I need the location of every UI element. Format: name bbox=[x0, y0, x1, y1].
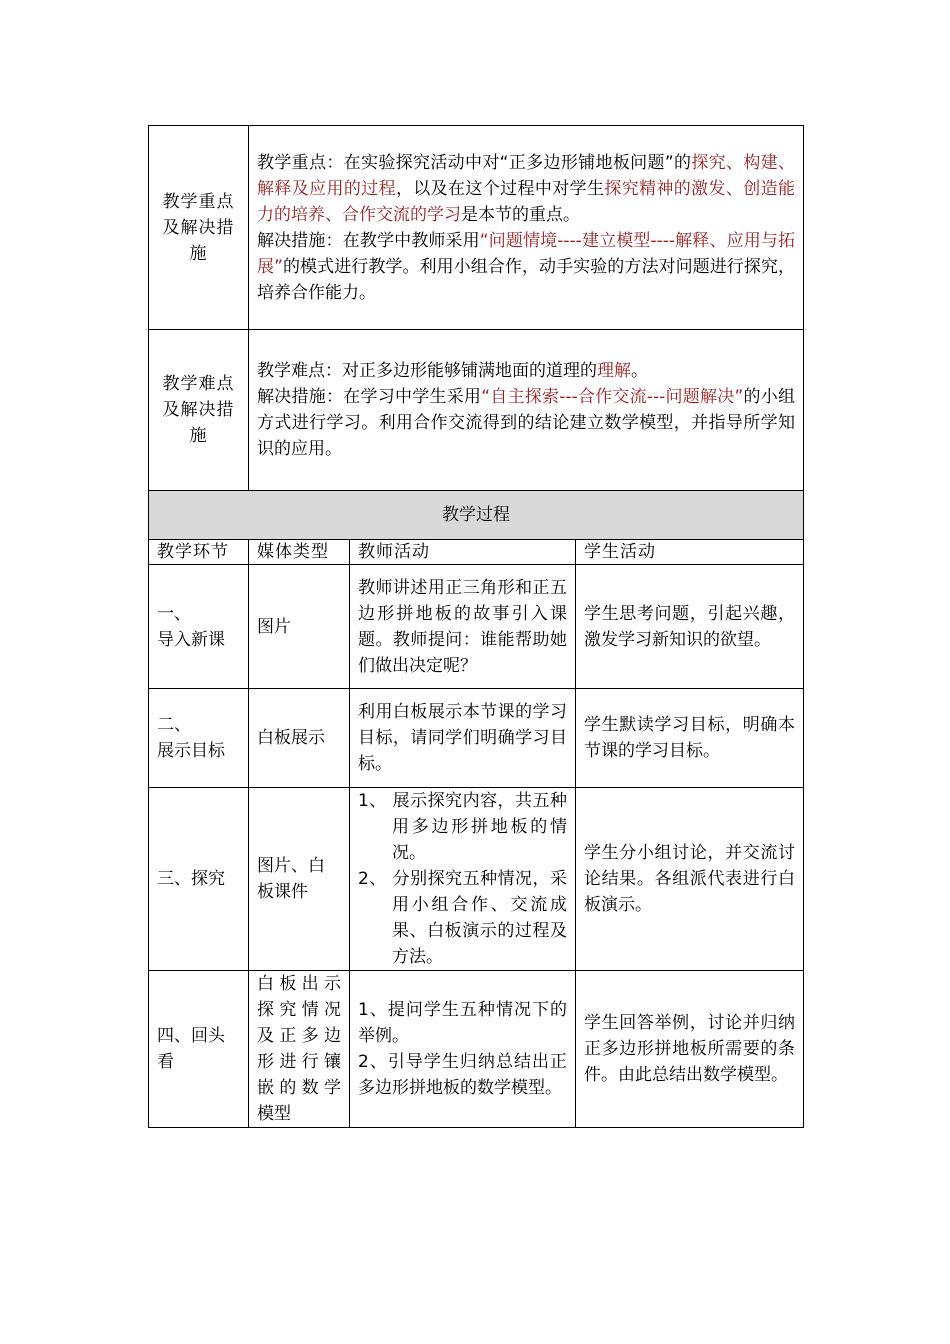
focus-text: 的模式进行教学。利用小组合作，动手实验的方法对问题进行探究，培养合作能力。 bbox=[257, 256, 796, 303]
table-row bbox=[149, 971, 804, 1128]
stage-cell bbox=[149, 971, 249, 1128]
column-header: 媒体类型 bbox=[249, 540, 350, 565]
focus-paragraph-1 bbox=[257, 150, 795, 228]
column-header-row bbox=[149, 540, 804, 565]
difficulty-text: 教学难点：对正多边形能够铺满地面的道理的 bbox=[257, 361, 597, 381]
table-row bbox=[149, 788, 804, 971]
table-row bbox=[149, 689, 804, 788]
focus-row bbox=[149, 126, 804, 330]
focus-text: 是本节的重点。 bbox=[461, 204, 580, 225]
focus-highlight: “问题情境----建立模型----解释、应用与拓展” bbox=[257, 230, 795, 277]
teacher-activity: 教师讲述用正三角形和正五边形拼地板的故事引入课题。教师提问：谁能帮助她们做出决定呢？ bbox=[350, 565, 576, 689]
difficulty-highlight: “自主探索---合作交流---问题解决” bbox=[481, 387, 744, 407]
student-activity: 学生回答举例，讨论并归纳正多边形拼地板所需要的条件。由此总结出数学模型。 bbox=[576, 971, 804, 1128]
process-title: 教学过程 bbox=[149, 491, 804, 540]
difficulty-text: 。 bbox=[631, 361, 648, 381]
media-cell: 白板出示探究情况及正多边形进行镶嵌的数学模型 bbox=[249, 971, 350, 1128]
stage-name: 展示目标 bbox=[157, 741, 225, 761]
process-title-row bbox=[149, 491, 804, 540]
stage-name: 四、回头看 bbox=[157, 1026, 225, 1072]
stage-number: 一、 bbox=[157, 603, 191, 624]
media-cell: 图片、白板课件 bbox=[249, 788, 350, 971]
focus-paragraph-2 bbox=[257, 228, 795, 306]
stage-cell bbox=[149, 565, 249, 689]
table-row bbox=[149, 565, 804, 689]
teacher-activity bbox=[350, 971, 576, 1128]
focus-text: ，以及在这个过程中对学生 bbox=[395, 178, 605, 199]
focus-label: 教学重点及解决措施 bbox=[149, 126, 249, 330]
teacher-activity-item: 1、 展示探究内容，共五种用多边形拼地板的情况。 bbox=[358, 791, 567, 863]
student-activity: 学生思考问题，引起兴趣，激发学习新知识的欲望。 bbox=[576, 565, 804, 689]
stage-cell bbox=[149, 788, 249, 971]
stage-name: 导入新课 bbox=[157, 629, 225, 650]
teacher-activity bbox=[350, 788, 576, 971]
focus-text: 解决措施：在教学中教师采用 bbox=[257, 230, 480, 251]
difficulty-paragraph-1 bbox=[257, 358, 795, 384]
focus-highlight: 探究、构建、解释及应用的过程 bbox=[257, 152, 796, 199]
difficulty-text: 解决措施：在学习中学生采用 bbox=[257, 387, 482, 407]
stage-name: 三、探究 bbox=[157, 869, 225, 889]
difficulty-highlight: 理解 bbox=[597, 361, 631, 381]
media-cell: 白板展示 bbox=[249, 689, 350, 788]
teacher-activity-item: 2、 分别探究五种情况，采用小组合作、交流成果、白板演示的过程及方法。 bbox=[358, 869, 567, 967]
media-cell: 图片 bbox=[249, 565, 350, 689]
focus-content bbox=[249, 126, 804, 330]
teacher-activity-item: 1、提问学生五种情况下的举例。 bbox=[358, 1000, 567, 1046]
teacher-activity-item: 2、引导学生归纳总结出正多边形拼地板的数学模型。 bbox=[358, 1052, 567, 1098]
teacher-activity: 利用白板展示本节课的学习目标，请同学们明确学习目标。 bbox=[350, 689, 576, 788]
difficulty-row bbox=[149, 330, 804, 491]
difficulty-paragraph-2 bbox=[257, 384, 795, 462]
stage-number: 二、 bbox=[157, 715, 191, 735]
difficulty-text: 的小组方式进行学习。利用合作交流得到的结论建立数学模型，并指导所学知识的应用。 bbox=[257, 387, 796, 459]
difficulty-label: 教学难点及解决措施 bbox=[149, 330, 249, 491]
column-header: 教学环节 bbox=[149, 540, 249, 565]
stage-cell bbox=[149, 689, 249, 788]
lesson-plan-table bbox=[148, 125, 804, 1128]
difficulty-content bbox=[249, 330, 804, 491]
focus-text: 教学重点：在实验探究活动中对“正多边形铺地板问题”的 bbox=[257, 152, 692, 173]
student-activity: 学生默读学习目标，明确本节课的学习目标。 bbox=[576, 689, 804, 788]
column-header: 学生活动 bbox=[576, 540, 804, 565]
focus-highlight: 探究精神的激发、创造能力的培养、合作交流的学习 bbox=[257, 178, 796, 225]
student-activity: 学生分小组讨论，并交流讨论结果。各组派代表进行白板演示。 bbox=[576, 788, 804, 971]
column-header: 教师活动 bbox=[350, 540, 576, 565]
